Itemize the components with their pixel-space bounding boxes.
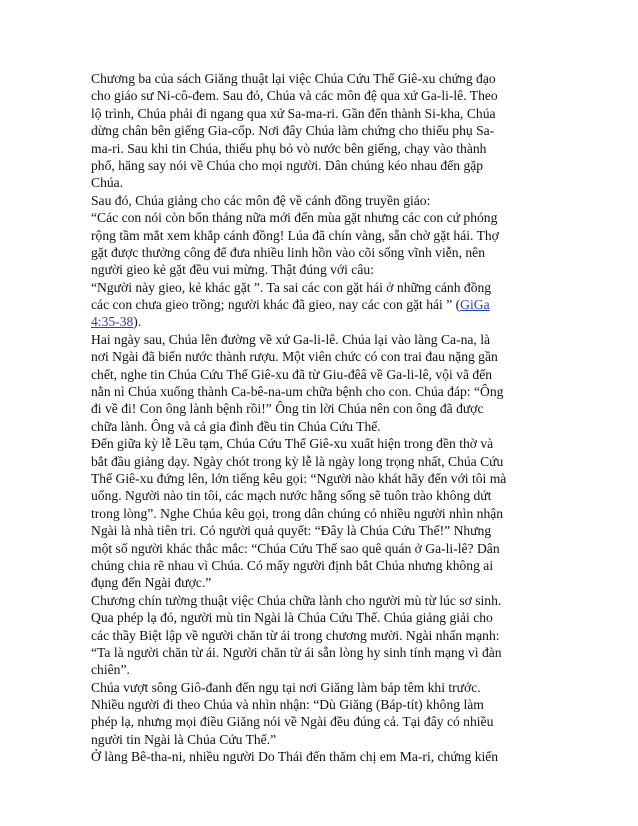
text-line: người tin Ngài là Chúa Cứu Thế.” <box>91 731 277 747</box>
text-line: Chúa vượt sông Giô-đanh đến ngụ tại nơi Giăng làm báp têm khi trước. <box>91 679 481 695</box>
text-line: dừng chân bên giếng Gia-cốp. Nơi đây Chúa làm chứng cho thiếu phụ Sa- <box>91 123 495 139</box>
text-line-with-link <box>91 313 557 330</box>
text-line: các thầy Biệt lập về người chăn từ ái trong chương mười. Ngài nhấn mạnh: <box>91 627 500 643</box>
text-line: Ở làng Bê-tha-ni, nhiều người Do Thái đến thăm chị em Ma-ri, chứng kiến <box>91 749 499 765</box>
text-line: nằn nì Chúa xuống thành Ca-bê-na-um chữa bệnh cho con. Chúa đáp: “Ông <box>91 384 504 400</box>
text-line: “Các con nói còn bốn tháng nữa mới đến mùa gặt nhưng các con cứ phóng <box>91 210 498 226</box>
document-body <box>91 70 557 766</box>
text-line: “Ta là người chăn từ ái. Người chăn từ ái sẵn lòng hy sinh tính mạng vì đàn <box>91 644 502 660</box>
text-line: Sau đó, Chúa giảng cho các môn đệ về cánh đồng truyền giáo: <box>91 192 431 208</box>
scripture-reference-link[interactable]: GiGa <box>460 297 490 313</box>
text-line: uống. Người nào tin tôi, các mạch nước hằng sống sẽ tuôn trào không dứt <box>91 488 492 504</box>
text-line: lộ trình, Chúa phải đi ngang qua xứ Sa-ma-ri. Gần đến thành Si-kha, Chúa <box>91 105 496 121</box>
text-line: chết, nghe tin Chúa Cứu Thế Giê-xu đã từ Giu-đêâ về Ga-li-lê, vội vã đến <box>91 366 493 382</box>
text-segment: ). <box>133 314 142 330</box>
text-line: Hai ngày sau, Chúa lên đường về xứ Ga-li-lê. Chúa lại vào làng Ca-na, là <box>91 331 491 347</box>
text-line: Thế Giê-xu đứng lên, lớn tiếng kêu gọi: “Người nào khát hãy đến với tôi mà <box>91 470 507 486</box>
text-line-with-link <box>91 296 557 313</box>
text-line: chiên”. <box>91 662 130 678</box>
text-line: đi về đi! Con ông lành bệnh rồi!” Ông tin lời Chúa nên con ông đã được <box>91 401 484 417</box>
text-line: Qua phép lạ đó, người mù tin Ngài là Chúa Cứu Thế. Chúa giảng giải cho <box>91 610 493 626</box>
text-line: Chương chín tường thuật việc Chúa chữa lành cho người mù từ lúc sơ sinh. <box>91 592 502 608</box>
scripture-reference-link-continued[interactable]: 4:35-38 <box>91 314 134 330</box>
text-line: Chúa. <box>91 175 124 191</box>
text-line: nơi Ngài đã biến nước thành rượu. Một viên chức có con trai đau nặng gần <box>91 349 498 365</box>
text-segment: các con chưa gieo trồng; người khác đã gieo, nay các con gặt hái ” ( <box>91 297 461 313</box>
text-line: Ngài là nhà tiên tri. Có người quả quyết: “Đây là Chúa Cứu Thế!” Nhưng <box>91 523 492 539</box>
text-line: “Người này gieo, kẻ khác gặt ”. Ta sai các con gặt hái ở những cánh đồng <box>91 279 492 295</box>
text-line: chúng chia rẽ nhau vì Chúa. Có mấy người định bắt Chúa nhưng không ai <box>91 557 494 573</box>
text-line: Đến giữa kỳ lễ Lều tạm, Chúa Cứu Thế Giê-xu xuất hiện trong đền thờ và <box>91 436 494 452</box>
text-line: phép lạ, nhưng mọi điều Giăng nói về Ngài đều đúng cả. Tại đây có nhiều <box>91 714 494 730</box>
text-line: rộng tầm mắt xem khắp cánh đồng! Lúa đã chín vàng, sẵn chờ gặt hái. Thợ <box>91 227 499 243</box>
text-line: bắt đầu giảng dạy. Ngày chót trong kỳ lễ là ngày long trọng nhất, Chúa Cứu <box>91 453 504 469</box>
text-line: người gieo kẻ gặt đều vui mừng. Thật đúng với câu: <box>91 262 374 278</box>
text-line: trong lòng”. Nghe Chúa kêu gọi, trong dân chúng có nhiều người nhìn nhận <box>91 505 504 521</box>
text-line: ma-ri. Sau khi tin Chúa, thiếu phụ bỏ vò nước bên giếng, chạy vào thành <box>91 140 487 156</box>
text-line: đụng đến Ngài được.” <box>91 575 212 591</box>
text-line: chữa lành. Ông và cả gia đình đều tin Chúa Cứu Thế. <box>91 418 381 434</box>
text-line: gặt được thưởng công để đưa nhiều linh hồn vào cõi sống vĩnh viễn, nên <box>91 244 485 260</box>
text-line: cho giáo sư Ni-cô-đem. Sau đó, Chúa và các môn đệ qua xứ Ga-li-lê. Theo <box>91 88 498 104</box>
text-line: phố, hăng say nói về Chúa cho mọi người. Dân chúng kéo nhau đến gặp <box>91 157 484 173</box>
text-line: Nhiều người đi theo Chúa và nhìn nhận: “Dù Giăng (Báp-tít) không làm <box>91 697 484 713</box>
text-line: Chương ba của sách Giăng thuật lại việc Chúa Cứu Thế Giê-xu chứng đạo <box>91 71 496 86</box>
text-line: một số người khác thắc mắc: “Chúa Cứu Thế sao quê quán ở Ga-li-lê? Dân <box>91 540 500 556</box>
